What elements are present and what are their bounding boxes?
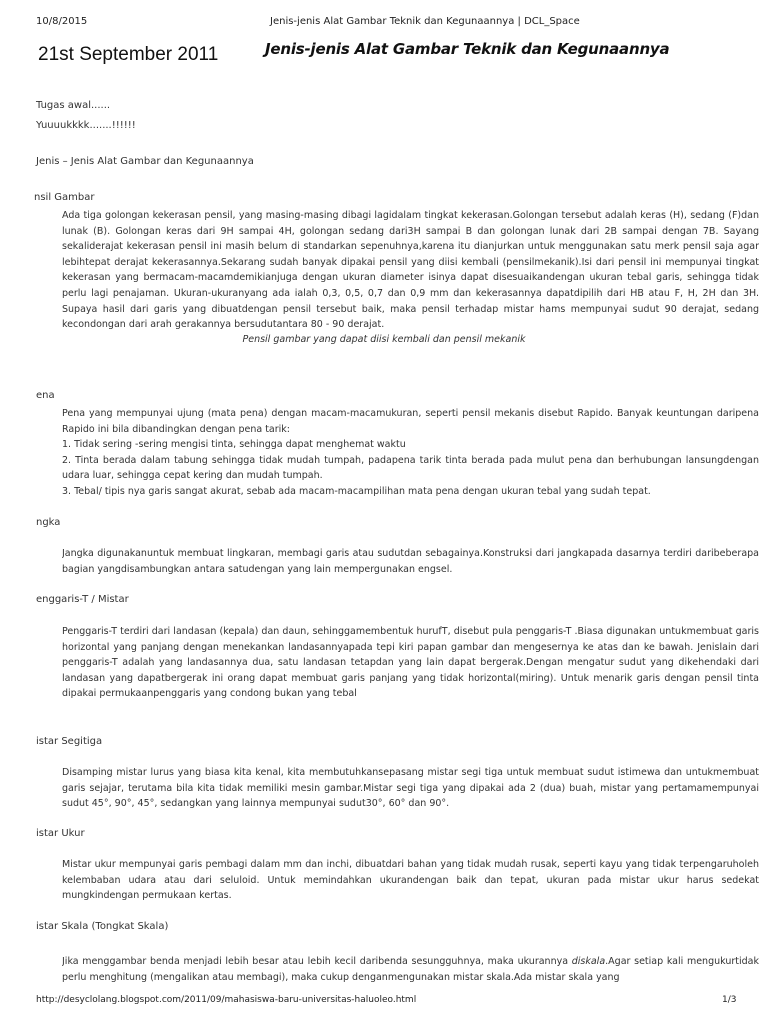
- list-item: 1. Tidak sering -sering mengisi tinta, sehingga dapat menghemat waktu: [62, 439, 406, 450]
- intro-line-1: Tugas awal......: [36, 100, 111, 111]
- section-text-pensil: Ada tiga golongan kekerasan pensil, yang masing-masing dibagi lagidalam tingkat kekerasan.Golongan tersebut adalah keras (H), sedang (F)dan lunak (B). Golongan keras dari 9H sampai 4H, golongan sedang dari3H sampai B dan golongan lunak dari 2B sampai dengan 7B. Sayang sekaliderajat kekerasan pensil ini masih belum di standarkan sepenuhnya,karena itu dianjurkan untuk menggunakan satu merk pensil saja agar lebihtepat derajat kekerasannya.Sekarang sudah banyak dipakai pensil yang diisi kembali (pensilmekanik).Isi dari pensil ini mempunyai tingkat kekerasan yang bermacam-macamdemikianjuga dengan ukuran diameter isinya dapat disesuaikandengan ukuran tebal garis, sehingga tidak perlu lagi penajaman. Ukuran-ukuranyang ada ialah 0,3, 0,5, 0,7 dan 0,9 mm dan kekerasannya dapatdipilih dari HB atau F, H, 2H dan 3H. Supaya hasil dari garis yang dibuatdengan pensil tersebut baik, maka pensil terhadap mistar hams mempunyai sudut 90 derajat, sedang kecondongan dari arah gerakannya bersudutantara 80 - 90 derajat.: [62, 210, 759, 331]
- print-date: 10/8/2015: [36, 16, 88, 27]
- skala-text-em: diskala: [571, 956, 606, 967]
- section-heading-skala: istar Skala (Tongkat Skala): [36, 921, 169, 932]
- section-heading-pensil: nsil Gambar: [34, 192, 95, 203]
- list-item: 2. Tinta berada dalam tabung sehingga tidak mudah tumpah, padapena tarik tinta berada pada mulut pena dan berhubungan lansungdengan udara luar, sehingga cepat kering dan mudah tumpah.: [62, 454, 759, 482]
- intro-line-2: Yuuuukkkk.......!!!!!!: [36, 120, 136, 131]
- pensil-caption: Pensil gambar yang dapat diisi kembali dan pensil mekanik: [242, 334, 526, 345]
- section-heading-segitiga: istar Segitiga: [36, 736, 103, 747]
- section-text-segitiga: Disamping mistar lurus yang biasa kita kenal, kita membutuhkansepasang mistar segi tiga untuk membuat sudut istimewa dan untukmembuat garis sejajar, terutama bila kita tidak memiliki mesin gambar.Mistar segi tiga yang dipakai ada 2 (dua) buah, mistar yang pertamamempunyai sudut 45°, 90°, 45°, sedangkan yang lainnya mempunyai sudut30°, 60° dan 90°.: [62, 767, 759, 810]
- section-text-skala: [62, 954, 759, 986]
- intro-heading: Jenis – Jenis Alat Gambar dan Kegunaannya: [36, 156, 254, 167]
- post-date: 21st September 2011: [38, 44, 219, 65]
- print-page-number: 1/3: [722, 995, 737, 1005]
- section-text-ukur: Mistar ukur mempunyai garis pembagi dalam mm dan inchi, dibuatdari bahan yang tidak mudah rusak, seperti kayu yang tidak terpengaruholeh kelembaban udara atau dari seluloid. Untuk memindahkan ukurandengan baik dan tepat, ukuran pada mistar ukur harus sedekat mungkindengan permukaan kertas.: [62, 859, 759, 902]
- pena-advantages-list: [62, 437, 759, 499]
- section-heading-jangka: ngka: [36, 517, 61, 528]
- section-text-pena: Pena yang mempunyai ujung (mata pena) dengan macam-macamukuran, seperti pensil mekanis disebut Rapido. Banyak keuntungan daripena Rapido ini bila dibandingkan dengan pena tarik:: [62, 408, 759, 435]
- section-text-jangka: Jangka digunakanuntuk membuat lingkaran, membagi garis atau sudutdan sebagainya.Konstruksi dari jangkapada dasarnya terdiri daribeberapa bagian yangdisambungkan antara satudengan yang lain mempergunakan engsel.: [62, 548, 759, 575]
- print-url: http://desyclolang.blogspot.com/2011/09/mahasiswa-baru-universitas-haluoleo.html: [36, 995, 417, 1005]
- print-page-title: Jenis-jenis Alat Gambar Teknik dan Kegunaannya | DCL_Space: [270, 16, 580, 27]
- skala-text-post: .Agar setiap kali mengukurtidak perlu menghitung (mengalikan atau membagi), maka cukup denganmengunakan mistar skala.Ada mistar skala yang: [62, 956, 759, 983]
- section-heading-pena: ena: [36, 390, 55, 401]
- list-item: 3. Tebal/ tipis nya garis sangat akurat, sebab ada macam-macampilihan mata pena dengan ukuran tebal yang sudah tepat.: [62, 485, 651, 497]
- skala-text-pre: Jika menggambar benda menjadi lebih besar atau lebih kecil daribenda sesungguhnya, maka ukurannya: [62, 956, 572, 967]
- section-heading-ukur: istar Ukur: [36, 828, 85, 839]
- post-title: Jenis-jenis Alat Gambar Teknik dan Kegunaannya: [265, 40, 670, 58]
- section-text-penggaris: Penggaris-T terdiri dari landasan (kepala) dan daun, sehinggamembentuk hurufT, disebut pula penggaris-T .Biasa digunakan untukmembuat garis horizontal yang panjang dengan menekankan landasannyapada tepi kiri papan gambar dan mengesernya ke atas dan ke bawah. Jenislain dari penggaris-T adalah yang landasannya dua, satu landasan tetapdan yang lain dapat bergerak.Dengan mengatur sudut yang dikehendaki dari landasan yang dapatbergerak ini orang dapat membuat garis panjang yang tidak horizontal(miring). Untuk menarik garis dengan pensil tinta dipakai permukaanpenggaris yang condong bukan yang tebal: [62, 626, 759, 700]
- section-heading-penggaris: enggaris-T / Mistar: [36, 594, 129, 605]
